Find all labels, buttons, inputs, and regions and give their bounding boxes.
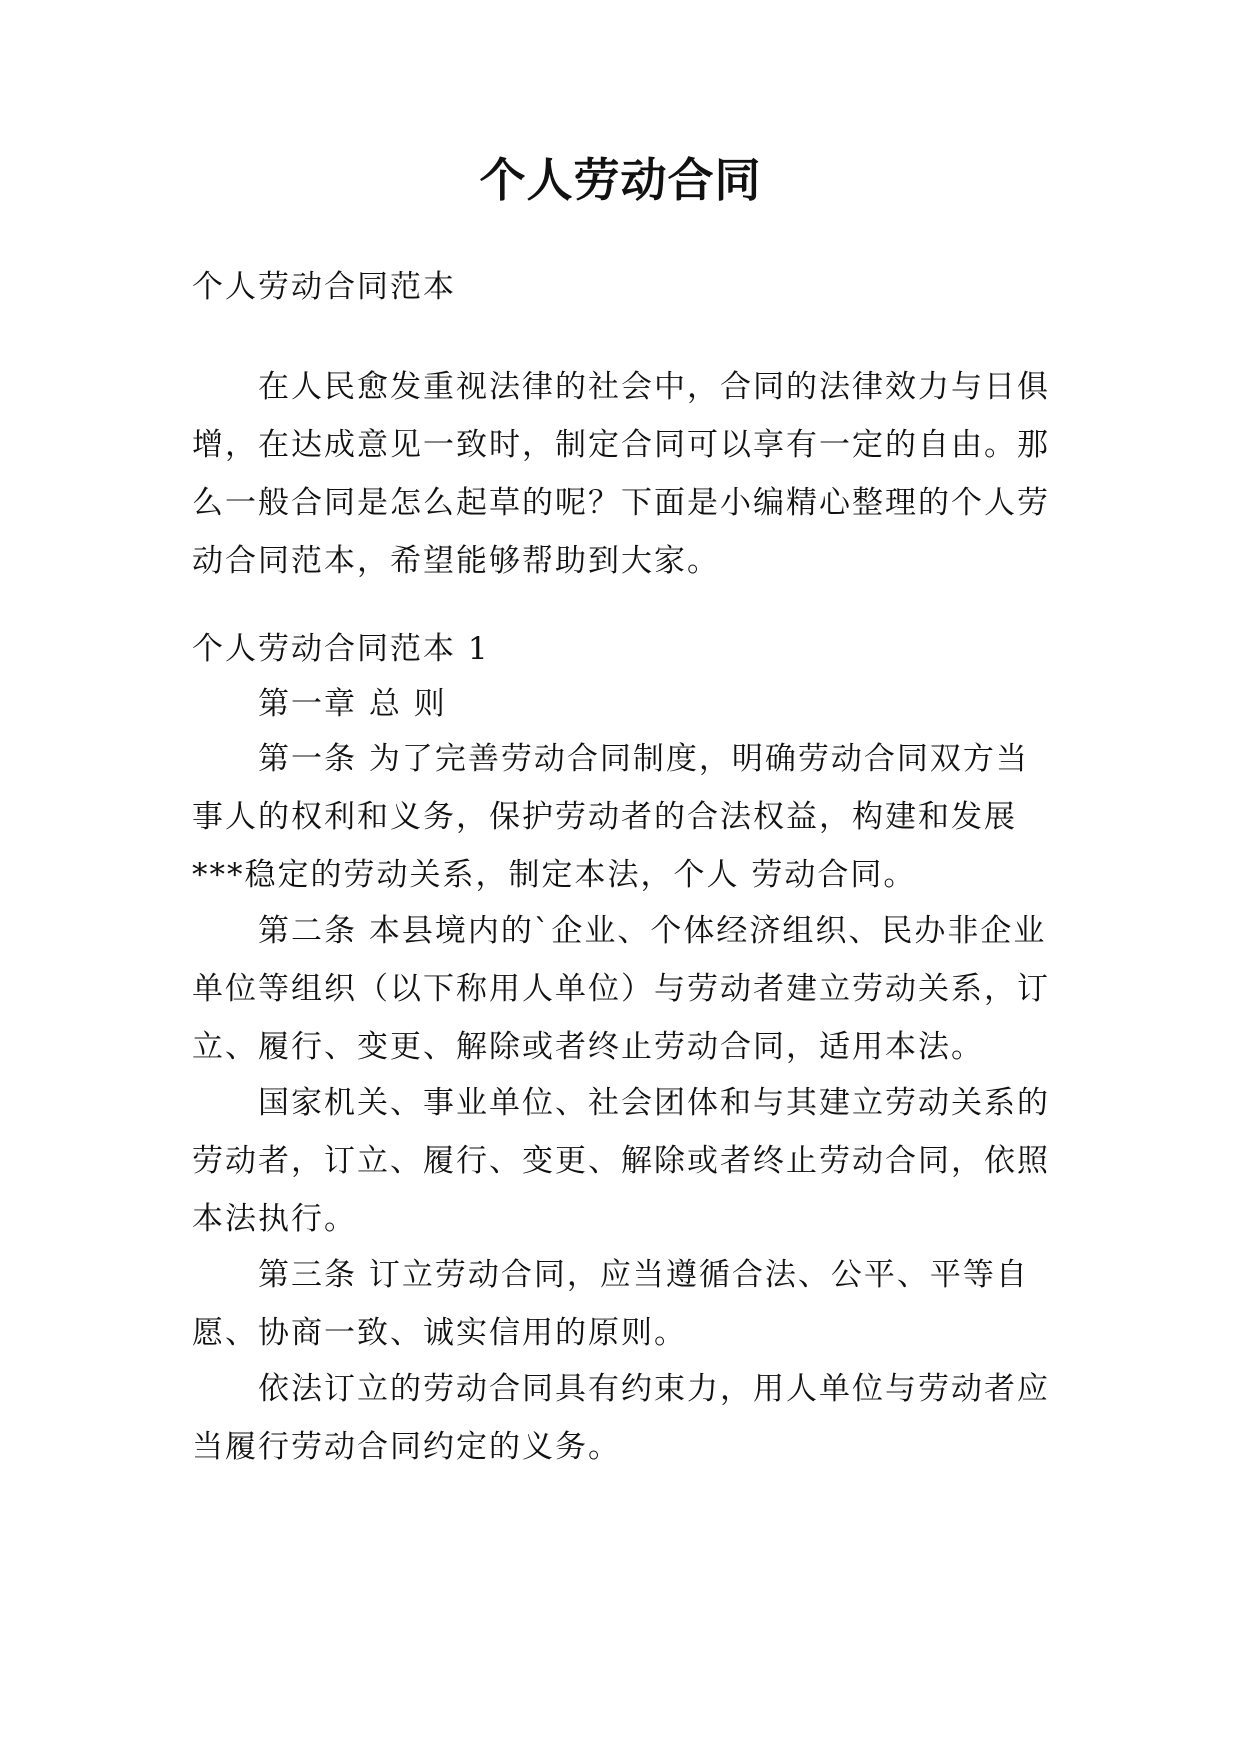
paragraph-text: 依法订立的劳动合同具有约束力，用人单位与劳动者应当履行劳动合同约定的义务。: [192, 1371, 1050, 1465]
article-3: [192, 1246, 1052, 1362]
paragraph-text: 第一条 为了完善劳动合同制度，明确劳动合同双方当事人的权利和义务，保护劳动者的合法权益，构建和发展***稳定的劳动关系，制定本法，个人 劳动合同。: [192, 741, 1029, 893]
article-2: [192, 902, 1052, 1076]
article-3-supplement: [192, 1360, 1052, 1476]
article-2-supplement: [192, 1074, 1052, 1248]
section-heading: [192, 620, 1052, 678]
paragraph-text: 第二条 本县境内的`企业、个体经济组织、民办非企业单位等组织（以下称用人单位）与劳动者建立劳动关系，订立、履行、变更、解除或者终止劳动合同，适用本法。: [192, 913, 1050, 1065]
chapter-heading: [192, 675, 1052, 733]
intro-paragraph: [192, 358, 1052, 590]
chapter-heading-text: 第一章 总 则: [258, 686, 447, 722]
document-subtitle: [192, 258, 1052, 316]
intro-text: 在人民愈发重视法律的社会中，合同的法律效力与日俱增，在达成意见一致时，制定合同可以享有一定的自由。那么一般合同是怎么起草的呢？下面是小编精心整理的个人劳动合同范本，希望能够帮助到大家。: [192, 369, 1050, 579]
article-1: [192, 730, 1052, 904]
section-heading-text: 个人劳动合同范本 1: [192, 631, 490, 667]
paragraph-text: 第三条 订立劳动合同，应当遵循合法、公平、平等自愿、协商一致、诚实信用的原则。: [192, 1257, 1029, 1351]
document-title: 个人劳动合同: [479, 153, 762, 207]
subtitle-text: 个人劳动合同范本: [192, 269, 456, 305]
paragraph-text: 国家机关、事业单位、社会团体和与其建立劳动关系的劳动者，订立、履行、变更、解除或者终止劳动合同，依照本法执行。: [192, 1085, 1050, 1237]
